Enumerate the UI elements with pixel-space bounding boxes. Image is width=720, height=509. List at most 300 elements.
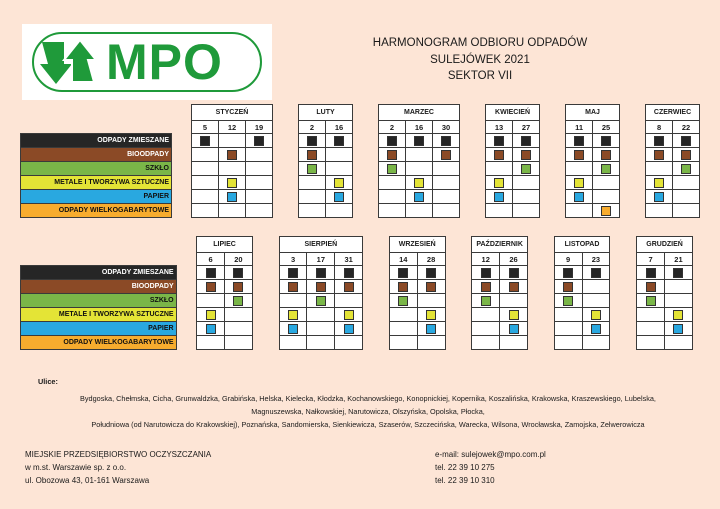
pickup-marker-szklo: [563, 296, 573, 306]
gap-cell: [252, 294, 279, 308]
gap-cell: [445, 266, 472, 280]
gap-cell: [540, 105, 566, 121]
gap-cell: [527, 336, 554, 350]
pickup-cell: [566, 162, 593, 176]
gap-cell: [610, 253, 637, 266]
pickup-cell: [335, 322, 363, 336]
pickup-cell: [335, 294, 363, 308]
pickup-cell: [192, 134, 219, 148]
pickup-marker-szklo: [601, 164, 611, 174]
day-number: 11: [566, 121, 593, 134]
day-number: 9: [554, 253, 582, 266]
pickup-cell: [646, 176, 673, 190]
pickup-cell: [582, 322, 610, 336]
pickup-cell: [307, 336, 335, 350]
category-row: [21, 204, 700, 218]
gap-cell: [610, 322, 637, 336]
pickup-cell: [389, 336, 417, 350]
day-number: 17: [307, 253, 335, 266]
pickup-cell: [566, 176, 593, 190]
category-row: [21, 336, 693, 350]
pickup-cell: [500, 308, 528, 322]
category-label-metale: METALE I TWORZYWA SZTUCZNE: [21, 308, 177, 322]
month-name: MARZEC: [379, 105, 460, 121]
day-number: 30: [433, 121, 460, 134]
pickup-cell: [389, 266, 417, 280]
company-logo: [22, 24, 272, 100]
gap-cell: [252, 237, 279, 253]
gap-cell: [172, 162, 192, 176]
gap-cell: [353, 105, 379, 121]
pickup-marker-zmieszane: [426, 268, 436, 278]
day-number: 14: [389, 253, 417, 266]
gap-cell: [273, 204, 299, 218]
pickup-cell: [646, 204, 673, 218]
pickup-marker-bio: [646, 282, 656, 292]
schedule-table-jan-jun: [20, 104, 700, 218]
gap-cell: [252, 280, 279, 294]
pickup-marker-bio: [426, 282, 436, 292]
pickup-marker-szklo: [233, 296, 243, 306]
pickup-marker-zmieszane: [316, 268, 326, 278]
pickup-marker-zmieszane: [288, 268, 298, 278]
corner-cell: [21, 253, 177, 266]
pickup-marker-bio: [206, 282, 216, 292]
month-name: LUTY: [299, 105, 353, 121]
pickup-marker-papier: [426, 324, 436, 334]
gap-cell: [252, 266, 279, 280]
pickup-marker-zmieszane: [200, 136, 210, 146]
corner-cell: [21, 121, 172, 134]
gap-cell: [172, 176, 192, 190]
pickup-cell: [225, 322, 253, 336]
gap-cell: [252, 336, 279, 350]
pickup-marker-bio: [441, 150, 451, 160]
category-row: [21, 308, 693, 322]
pickup-cell: [500, 294, 528, 308]
gap-cell: [540, 204, 566, 218]
pickup-cell: [246, 204, 273, 218]
pickup-cell: [307, 280, 335, 294]
pickup-marker-zmieszane: [307, 136, 317, 146]
gap-cell: [172, 121, 192, 134]
category-label-zmieszane: ODPADY ZMIESZANE: [21, 134, 172, 148]
pickup-cell: [307, 294, 335, 308]
logo-text: MPO: [106, 34, 223, 90]
gap-cell: [353, 134, 379, 148]
gap-cell: [445, 336, 472, 350]
pickup-cell: [379, 176, 406, 190]
gap-cell: [363, 280, 390, 294]
gap-cell: [620, 204, 646, 218]
pickup-marker-zmieszane: [591, 268, 601, 278]
pickup-cell: [673, 176, 700, 190]
pickup-cell: [406, 148, 433, 162]
pickup-cell: [197, 266, 225, 280]
pickup-marker-metale: [414, 178, 424, 188]
pickup-cell: [299, 204, 326, 218]
pickup-cell: [299, 162, 326, 176]
contact-phone: tel. 22 39 10 275: [435, 463, 495, 472]
pickup-cell: [335, 266, 363, 280]
pickup-marker-metale: [334, 178, 344, 188]
pickup-marker-zmieszane: [494, 136, 504, 146]
pickup-marker-zmieszane: [414, 136, 424, 146]
pickup-cell: [664, 308, 692, 322]
pickup-marker-bio: [398, 282, 408, 292]
pickup-cell: [417, 266, 445, 280]
pickup-cell: [326, 176, 353, 190]
day-number: 26: [500, 253, 528, 266]
pickup-cell: [433, 148, 460, 162]
category-row: [21, 134, 700, 148]
pickup-cell: [246, 162, 273, 176]
pickup-marker-zmieszane: [481, 268, 491, 278]
pickup-cell: [513, 134, 540, 148]
pickup-cell: [246, 134, 273, 148]
day-row: [21, 121, 700, 134]
pickup-marker-papier: [591, 324, 601, 334]
pickup-cell: [192, 162, 219, 176]
day-number: 5: [192, 121, 219, 134]
gap-cell: [273, 190, 299, 204]
gap-cell: [445, 294, 472, 308]
gap-cell: [610, 308, 637, 322]
day-number: 7: [637, 253, 665, 266]
day-row: [21, 253, 693, 266]
pickup-marker-szklo: [387, 164, 397, 174]
pickup-cell: [664, 266, 692, 280]
day-number: 12: [219, 121, 246, 134]
pickup-cell: [246, 148, 273, 162]
gap-cell: [353, 148, 379, 162]
pickup-cell: [197, 336, 225, 350]
corner-cell: [21, 105, 172, 121]
month-name: KWIECIEŃ: [486, 105, 540, 121]
pickup-cell: [500, 280, 528, 294]
streets-line: Południowa (od Narutowicza do Krakowskiej), Poznańska, Sandomierska, Sienkiewicza, Szaserów, Szczecińska, Warecka, Wilsona, Wrocławska, Zamojska, Zelwerowicza: [91, 420, 645, 429]
pickup-marker-metale: [673, 310, 683, 320]
gap-cell: [460, 134, 486, 148]
month-name: LIPIEC: [197, 237, 253, 253]
contact-email: e-mail: sulejowek@mpo.com.pl: [435, 450, 546, 459]
category-row: [21, 176, 700, 190]
pickup-marker-zmieszane: [254, 136, 264, 146]
gap-cell: [445, 322, 472, 336]
pickup-cell: [637, 294, 665, 308]
header-town: SULEJÓWEK 2021: [430, 54, 530, 66]
gap-cell: [540, 134, 566, 148]
gap-cell: [172, 105, 192, 121]
pickup-marker-bio: [481, 282, 491, 292]
pickup-cell: [673, 204, 700, 218]
pickup-cell: [486, 190, 513, 204]
pickup-marker-zmieszane: [387, 136, 397, 146]
pickup-marker-zmieszane: [521, 136, 531, 146]
gap-cell: [176, 280, 197, 294]
pickup-marker-bio: [387, 150, 397, 160]
category-row: [21, 162, 700, 176]
gap-cell: [273, 162, 299, 176]
pickup-marker-szklo: [307, 164, 317, 174]
pickup-cell: [646, 134, 673, 148]
pickup-cell: [389, 308, 417, 322]
pickup-cell: [582, 308, 610, 322]
pickup-cell: [472, 266, 500, 280]
gap-cell: [540, 176, 566, 190]
gap-cell: [176, 308, 197, 322]
pickup-marker-bio: [307, 150, 317, 160]
pickup-cell: [225, 280, 253, 294]
pickup-cell: [582, 294, 610, 308]
category-row: [21, 266, 693, 280]
pickup-marker-wielko: [601, 206, 611, 216]
category-label-metale: METALE I TWORZYWA SZTUCZNE: [21, 176, 172, 190]
gap-cell: [610, 237, 637, 253]
pickup-cell: [646, 162, 673, 176]
corner-cell: [21, 237, 177, 253]
company-address: ul. Obozowa 43, 01-161 Warszawa: [25, 476, 150, 485]
pickup-cell: [513, 176, 540, 190]
gap-cell: [610, 266, 637, 280]
pickup-marker-metale: [494, 178, 504, 188]
pickup-cell: [335, 280, 363, 294]
pickup-marker-metale: [426, 310, 436, 320]
pickup-marker-bio: [521, 150, 531, 160]
pickup-cell: [197, 308, 225, 322]
pickup-cell: [192, 176, 219, 190]
pickup-cell: [379, 148, 406, 162]
pickup-cell: [326, 190, 353, 204]
gap-cell: [540, 190, 566, 204]
pickup-cell: [225, 294, 253, 308]
pickup-cell: [219, 190, 246, 204]
gap-cell: [620, 176, 646, 190]
pickup-cell: [500, 322, 528, 336]
gap-cell: [620, 134, 646, 148]
gap-cell: [540, 162, 566, 176]
pickup-marker-papier: [654, 192, 664, 202]
pickup-marker-bio: [601, 150, 611, 160]
pickup-marker-bio: [494, 150, 504, 160]
gap-cell: [527, 322, 554, 336]
day-number: 31: [335, 253, 363, 266]
pickup-marker-bio: [344, 282, 354, 292]
gap-cell: [610, 294, 637, 308]
company-info: [25, 448, 211, 487]
pickup-marker-papier: [206, 324, 216, 334]
gap-cell: [445, 280, 472, 294]
pickup-cell: [566, 190, 593, 204]
pickup-cell: [279, 280, 307, 294]
pickup-cell: [326, 204, 353, 218]
pickup-cell: [554, 336, 582, 350]
pickup-marker-zmieszane: [441, 136, 451, 146]
gap-cell: [620, 148, 646, 162]
gap-cell: [273, 121, 299, 134]
month-name: GRUDZIEŃ: [637, 237, 693, 253]
pickup-marker-metale: [509, 310, 519, 320]
streets-label: Ulice:: [38, 377, 58, 386]
pickup-cell: [335, 336, 363, 350]
pickup-marker-zmieszane: [398, 268, 408, 278]
pickup-marker-zmieszane: [574, 136, 584, 146]
gap-cell: [176, 336, 197, 350]
pickup-cell: [637, 266, 665, 280]
gap-cell: [363, 322, 390, 336]
pickup-marker-bio: [288, 282, 298, 292]
pickup-marker-szklo: [481, 296, 491, 306]
pickup-cell: [472, 308, 500, 322]
day-number: 23: [582, 253, 610, 266]
pickup-cell: [646, 190, 673, 204]
pickup-marker-bio: [563, 282, 573, 292]
pickup-cell: [486, 134, 513, 148]
gap-cell: [460, 162, 486, 176]
pickup-marker-papier: [334, 192, 344, 202]
pickup-cell: [566, 134, 593, 148]
streets-line: Bydgoska, Chełmska, Cicha, Grunwaldzka, Grabińska, Helska, Kielecka, Kłodzka, Kochanowskiego, Konopnickiej, Kopernika, Koszalińska, Krakowska, Kraszewskiego, Lubelska,: [80, 394, 656, 403]
month-name: PAŹDZIERNIK: [472, 237, 528, 253]
pickup-cell: [554, 322, 582, 336]
pickup-cell: [554, 280, 582, 294]
pickup-cell: [554, 266, 582, 280]
month-row: [21, 237, 693, 253]
gap-cell: [353, 121, 379, 134]
pickup-cell: [664, 294, 692, 308]
category-label-papier: PAPIER: [21, 322, 177, 336]
gap-cell: [445, 237, 472, 253]
gap-cell: [460, 121, 486, 134]
category-row: [21, 280, 693, 294]
pickup-cell: [389, 322, 417, 336]
pickup-cell: [582, 266, 610, 280]
pickup-cell: [219, 134, 246, 148]
day-number: 25: [593, 121, 620, 134]
gap-cell: [353, 204, 379, 218]
pickup-cell: [486, 148, 513, 162]
day-number: 2: [299, 121, 326, 134]
pickup-marker-szklo: [316, 296, 326, 306]
pickup-cell: [472, 322, 500, 336]
day-number: 16: [406, 121, 433, 134]
header-title: HARMONOGRAM ODBIORU ODPADÓW: [372, 37, 588, 49]
pickup-marker-papier: [288, 324, 298, 334]
pickup-cell: [637, 308, 665, 322]
gap-cell: [460, 176, 486, 190]
gap-cell: [460, 148, 486, 162]
pickup-marker-metale: [206, 310, 216, 320]
gap-cell: [273, 105, 299, 121]
pickup-cell: [582, 280, 610, 294]
pickup-cell: [637, 336, 665, 350]
gap-cell: [273, 134, 299, 148]
pickup-cell: [582, 336, 610, 350]
gap-cell: [527, 253, 554, 266]
category-label-szklo: SZKŁO: [21, 294, 177, 308]
pickup-marker-bio: [574, 150, 584, 160]
pickup-cell: [406, 190, 433, 204]
category-row: [21, 190, 700, 204]
pickup-cell: [566, 148, 593, 162]
pickup-cell: [406, 204, 433, 218]
pickup-cell: [307, 322, 335, 336]
gap-cell: [176, 266, 197, 280]
day-number: 28: [417, 253, 445, 266]
category-row: [21, 322, 693, 336]
day-number: 13: [486, 121, 513, 134]
header-sector: SEKTOR VII: [447, 70, 513, 82]
gap-cell: [445, 253, 472, 266]
gap-cell: [540, 121, 566, 134]
pickup-cell: [513, 204, 540, 218]
gap-cell: [172, 148, 192, 162]
streets-section: [38, 375, 698, 431]
pickup-cell: [279, 294, 307, 308]
pickup-cell: [513, 162, 540, 176]
pickup-marker-metale: [574, 178, 584, 188]
category-label-zmieszane: ODPADY ZMIESZANE: [21, 266, 177, 280]
pickup-cell: [299, 148, 326, 162]
pickup-marker-zmieszane: [206, 268, 216, 278]
pickup-cell: [279, 336, 307, 350]
pickup-marker-bio: [316, 282, 326, 292]
gap-cell: [527, 237, 554, 253]
pickup-cell: [433, 190, 460, 204]
month-name: WRZESIEŃ: [389, 237, 445, 253]
pickup-cell: [500, 266, 528, 280]
pickup-cell: [486, 176, 513, 190]
pickup-cell: [192, 204, 219, 218]
pickup-cell: [593, 148, 620, 162]
pickup-cell: [593, 134, 620, 148]
pickup-cell: [219, 204, 246, 218]
gap-cell: [363, 336, 390, 350]
pickup-cell: [326, 162, 353, 176]
gap-cell: [172, 134, 192, 148]
pickup-cell: [433, 176, 460, 190]
pickup-cell: [197, 294, 225, 308]
pickup-cell: [307, 308, 335, 322]
gap-cell: [460, 204, 486, 218]
gap-cell: [527, 280, 554, 294]
pickup-cell: [279, 266, 307, 280]
pickup-cell: [219, 148, 246, 162]
gap-cell: [176, 294, 197, 308]
pickup-cell: [637, 322, 665, 336]
pickup-cell: [225, 336, 253, 350]
gap-cell: [353, 176, 379, 190]
month-name: MAJ: [566, 105, 620, 121]
gap-cell: [252, 253, 279, 266]
pickup-marker-metale: [288, 310, 298, 320]
gap-cell: [527, 266, 554, 280]
pickup-cell: [279, 308, 307, 322]
pickup-cell: [379, 134, 406, 148]
pickup-cell: [417, 336, 445, 350]
gap-cell: [620, 162, 646, 176]
pickup-cell: [472, 336, 500, 350]
day-number: 2: [379, 121, 406, 134]
gap-cell: [620, 105, 646, 121]
category-row: [21, 294, 693, 308]
gap-cell: [363, 253, 390, 266]
category-row: [21, 148, 700, 162]
pickup-cell: [389, 280, 417, 294]
pickup-cell: [513, 148, 540, 162]
month-name: SIERPIEŃ: [279, 237, 362, 253]
pickup-cell: [197, 322, 225, 336]
